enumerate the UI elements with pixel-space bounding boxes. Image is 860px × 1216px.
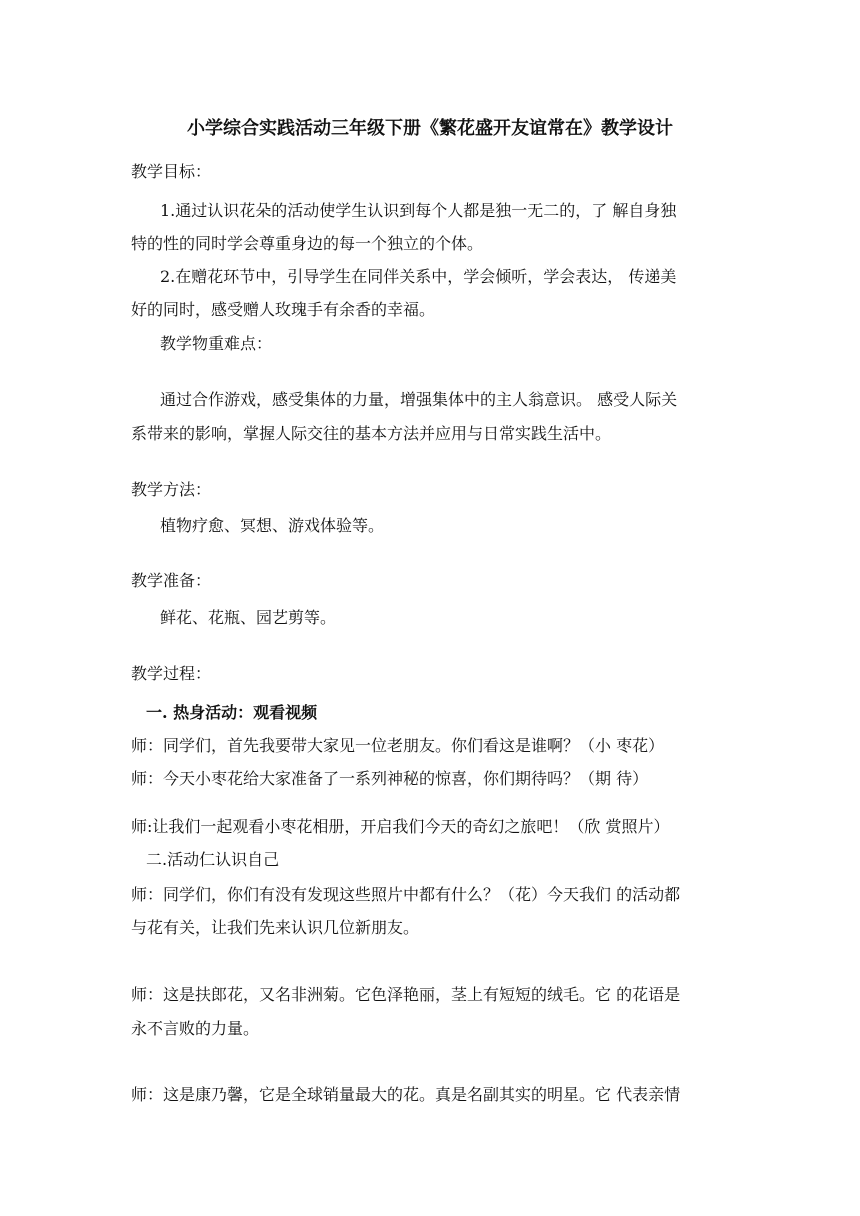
- methods-heading: 教学方法：: [131, 480, 212, 499]
- goal-2-line-1: 2.在赠花环节中，引导学生在同伴关系中，学会倾听，学会表达， 传递美: [160, 267, 677, 286]
- document-title: 小学综合实践活动三年级下册《繁花盛开友谊常在》教学设计: [187, 118, 673, 139]
- goals-heading: 教学目标：: [131, 162, 212, 181]
- prep-text: 鲜花、花瓶、园艺剪等。: [160, 608, 337, 627]
- dialog-line-4b: 与花有关，让我们先来认识几位新朋友。: [131, 918, 420, 937]
- key-points-line-2: 系带来的影响，掌握人际交往的基本方法并应用与日常实践生活中。: [131, 424, 612, 443]
- goal-2-line-2: 好的同时，感受赠人玫瑰手有余香的幸福。: [131, 300, 436, 319]
- goal-1-line-1: 1.通过认识花朵的活动使学生认识到每个人都是独一无二的，了 解自身独: [160, 201, 677, 220]
- methods-text: 植物疗愈、冥想、游戏体验等。: [160, 516, 385, 535]
- prep-heading: 教学准备：: [131, 571, 212, 590]
- key-points-line-1: 通过合作游戏，感受集体的力量，增强集体中的主人翁意识。 感受人际关: [160, 390, 678, 409]
- dialog-line-6a: 师：这是康乃馨，它是全球销量最大的花。真是名副其实的明星。它 代表亲情: [131, 1085, 681, 1104]
- dialog-line-1: 师：同学们，首先我要带大家见一位老朋友。你们看这是谁啊？（小 枣花）: [131, 736, 665, 755]
- dialog-line-5a: 师：这是扶郎花，又名非洲菊。它色泽艳丽，茎上有短短的绒毛。它 的花语是: [131, 985, 681, 1004]
- dialog-line-5b: 永不言败的力量。: [131, 1019, 260, 1038]
- process-heading: 教学过程：: [131, 664, 212, 683]
- step-1-heading: 一. 热身活动：观看视频: [146, 703, 318, 722]
- dialog-line-3: 师:让我们一起观看小枣花相册，开启我们今天的奇幻之旅吧！（欣 赏照片）: [131, 817, 670, 836]
- key-points-heading: 教学物重难点：: [160, 334, 273, 353]
- dialog-line-2: 师：今天小枣花给大家准备了一系列神秘的惊喜，你们期待吗？（期 待）: [131, 769, 649, 788]
- goal-1-line-2: 特的性的同时学会尊重身边的每一个独立的个体。: [131, 234, 484, 253]
- dialog-line-4a: 师：同学们，你们有没有发现这些照片中都有什么？（花）今天我们 的活动都: [131, 885, 681, 904]
- step-2-heading: 二.活动仁认识自己: [146, 850, 280, 869]
